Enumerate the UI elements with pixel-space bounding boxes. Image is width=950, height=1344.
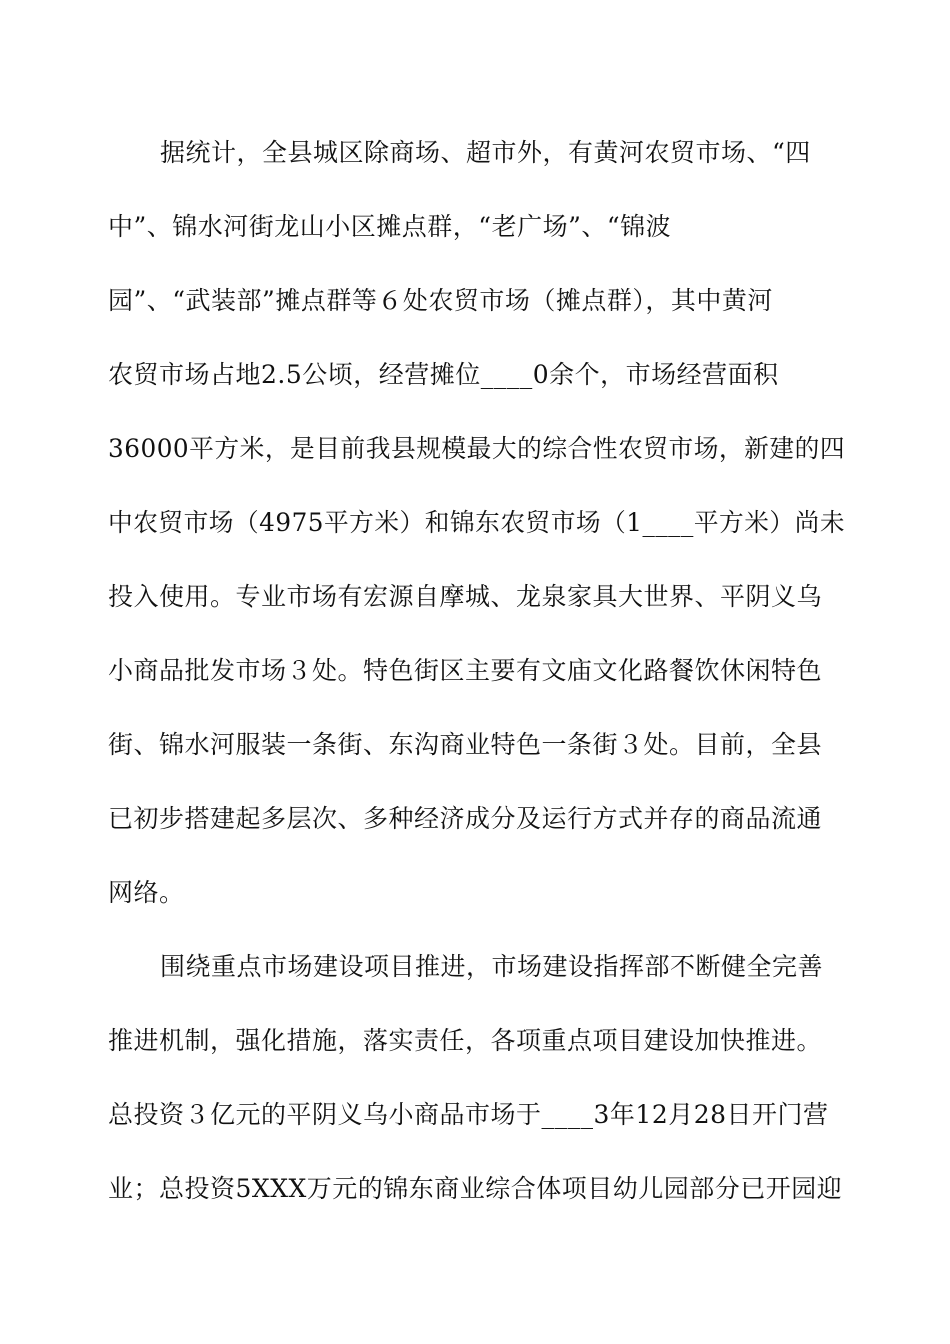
paragraph-line: 围绕重点市场建设项目推进，市场建设指挥部不断健全完善 bbox=[160, 952, 824, 981]
paragraph-line: 投入使用。专业市场有宏源自摩城、龙泉家具大世界、平阴义乌 bbox=[108, 582, 823, 611]
paragraph-line: 36000平方米，是目前我县规模最大的综合性农贸市场，新建的四 bbox=[108, 434, 846, 463]
paragraph-line: 中农贸市场（4975平方米）和锦东农贸市场（1____平方米）尚未 bbox=[108, 508, 846, 537]
paragraph-line: 推进机制，强化措施，落实责任，各项重点项目建设加快推进。 bbox=[108, 1026, 823, 1055]
paragraph-line: 网络。 bbox=[108, 878, 185, 907]
paragraph-line: 园”、“武装部”摊点群等６处农贸市场（摊点群），其中黄河 bbox=[108, 286, 773, 315]
paragraph-line: 中”、锦水河街龙山小区摊点群，“老广场”、“锦波 bbox=[108, 212, 672, 241]
paragraph-line: 农贸市场占地2.5公顷，经营摊位____0余个，市场经营面积 bbox=[108, 360, 779, 389]
paragraph-line: 小商品批发市场３处。特色街区主要有文庙文化路餐饮休闲特色 bbox=[108, 656, 823, 685]
paragraph-line: 已初步搭建起多层次、多种经济成分及运行方式并存的商品流通 bbox=[108, 804, 823, 833]
paragraph-line: 业；总投资5XXX万元的锦东商业综合体项目幼儿园部分已开园迎 bbox=[108, 1174, 843, 1203]
paragraph-line: 街、锦水河服装一条街、东沟商业特色一条街３处。目前，全县 bbox=[108, 730, 823, 759]
paragraph-line: 总投资３亿元的平阴义乌小商品市场于____3年12月28日开门营 bbox=[108, 1100, 829, 1129]
paragraph-line: 据统计，全县城区除商场、超市外，有黄河农贸市场、“四 bbox=[160, 138, 811, 167]
